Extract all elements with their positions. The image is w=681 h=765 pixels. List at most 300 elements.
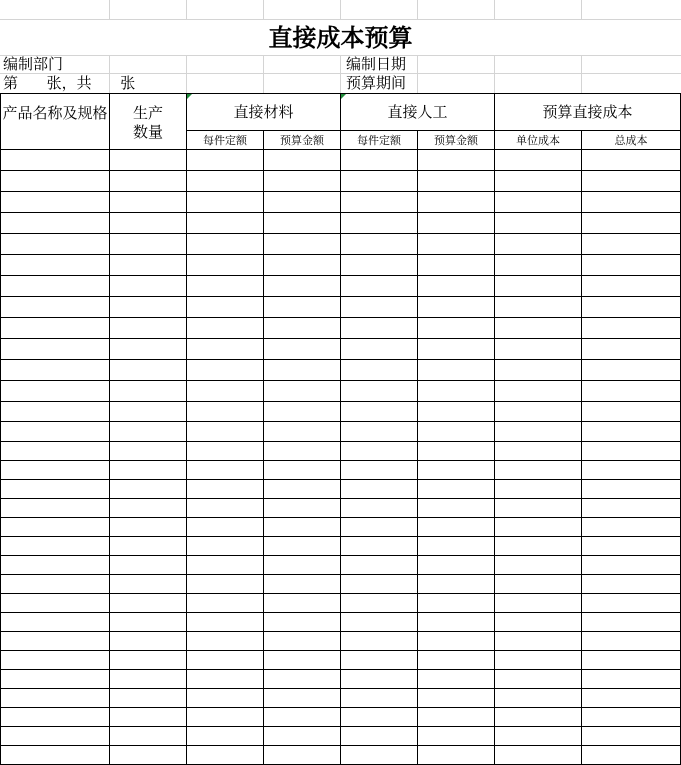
table-cell[interactable]: [582, 651, 681, 670]
table-cell[interactable]: [187, 518, 264, 537]
table-cell[interactable]: [1, 234, 110, 255]
table-cell[interactable]: [187, 318, 264, 339]
table-cell[interactable]: [495, 318, 582, 339]
table-cell[interactable]: [1, 318, 110, 339]
table-cell[interactable]: [187, 381, 264, 402]
table-cell[interactable]: [341, 402, 418, 422]
table-row: [1, 670, 681, 689]
table-cell[interactable]: [264, 381, 341, 402]
table-cell[interactable]: [264, 594, 341, 613]
table-cell[interactable]: [264, 213, 341, 234]
grid-line: [417, 55, 418, 93]
table-cell[interactable]: [418, 575, 495, 594]
table-cell[interactable]: [110, 213, 187, 234]
table-cell[interactable]: [495, 255, 582, 276]
table-cell[interactable]: [418, 381, 495, 402]
table-cell[interactable]: [110, 297, 187, 318]
table-cell[interactable]: [1, 518, 110, 537]
table-cell[interactable]: [418, 727, 495, 746]
table-cell[interactable]: [1, 727, 110, 746]
table-cell[interactable]: [495, 670, 582, 689]
table-row: [1, 381, 681, 402]
table-cell[interactable]: [110, 255, 187, 276]
table-cell[interactable]: [582, 255, 681, 276]
table-cell[interactable]: [187, 461, 264, 480]
table-cell[interactable]: [418, 670, 495, 689]
table-cell[interactable]: [418, 537, 495, 556]
table-cell[interactable]: [110, 670, 187, 689]
table-cell[interactable]: [495, 575, 582, 594]
table-cell[interactable]: [187, 575, 264, 594]
table-cell[interactable]: [418, 518, 495, 537]
table-cell[interactable]: [187, 632, 264, 651]
table-cell[interactable]: [187, 727, 264, 746]
table-cell[interactable]: [1, 150, 110, 171]
table-cell[interactable]: [582, 632, 681, 651]
grid-line: [340, 55, 341, 93]
header-material-per-unit: 每件定额: [187, 131, 264, 150]
table-cell[interactable]: [495, 402, 582, 422]
table-row: [1, 402, 681, 422]
table-cell[interactable]: [110, 150, 187, 171]
table-cell[interactable]: [1, 402, 110, 422]
table-cell[interactable]: [1, 339, 110, 360]
header-total-cost: 总成本: [582, 131, 681, 150]
table-cell[interactable]: [341, 381, 418, 402]
table-cell[interactable]: [1, 575, 110, 594]
table-cell[interactable]: [495, 594, 582, 613]
table-cell[interactable]: [264, 499, 341, 518]
table-cell[interactable]: [341, 422, 418, 442]
table-row: [1, 708, 681, 727]
table-cell[interactable]: [110, 632, 187, 651]
table-row: [1, 318, 681, 339]
table-cell[interactable]: [418, 708, 495, 727]
table-cell[interactable]: [110, 613, 187, 632]
table-cell[interactable]: [187, 150, 264, 171]
table-cell[interactable]: [418, 594, 495, 613]
table-cell[interactable]: [418, 360, 495, 381]
table-cell[interactable]: [341, 461, 418, 480]
table-cell[interactable]: [582, 339, 681, 360]
table-cell[interactable]: [495, 689, 582, 708]
table-cell[interactable]: [1, 556, 110, 575]
table-cell[interactable]: [1, 381, 110, 402]
table-cell[interactable]: [1, 594, 110, 613]
table-cell[interactable]: [110, 594, 187, 613]
page-title: 直接成本预算: [268, 23, 413, 52]
header-material: 直接材料: [187, 94, 341, 131]
grid-line: [581, 0, 582, 19]
table-cell[interactable]: [187, 442, 264, 461]
table-cell[interactable]: [110, 727, 187, 746]
table-cell[interactable]: [110, 518, 187, 537]
table-cell[interactable]: [495, 461, 582, 480]
table-cell[interactable]: [110, 381, 187, 402]
table-cell[interactable]: [495, 613, 582, 632]
dept-label: 编制部门: [3, 55, 64, 73]
sheet-count-label: 第 张，共 张: [3, 74, 136, 92]
table-cell[interactable]: [341, 689, 418, 708]
table-cell[interactable]: [187, 594, 264, 613]
table-row: [1, 480, 681, 499]
table-cell[interactable]: [187, 670, 264, 689]
table-row: [1, 422, 681, 442]
table-cell[interactable]: [187, 651, 264, 670]
comment-marker: [187, 94, 192, 99]
table-cell[interactable]: [187, 276, 264, 297]
table-cell[interactable]: [418, 422, 495, 442]
header-product: 产品名称及规格: [1, 94, 110, 150]
header-unit-cost: 单位成本: [495, 131, 582, 150]
table-cell[interactable]: [187, 171, 264, 192]
header-labor: 直接人工: [341, 94, 495, 131]
table-cell[interactable]: [341, 171, 418, 192]
table-cell[interactable]: [264, 727, 341, 746]
table-cell[interactable]: [495, 192, 582, 213]
grid-line: [417, 0, 418, 19]
table-cell[interactable]: [582, 537, 681, 556]
table-row: [1, 171, 681, 192]
table-cell[interactable]: [187, 480, 264, 499]
table-cell[interactable]: [418, 632, 495, 651]
table-cell[interactable]: [495, 708, 582, 727]
table-cell[interactable]: [582, 480, 681, 499]
table-cell[interactable]: [582, 422, 681, 442]
table-cell[interactable]: [341, 727, 418, 746]
table-cell[interactable]: [264, 255, 341, 276]
table-cell[interactable]: [495, 297, 582, 318]
table-cell[interactable]: [341, 556, 418, 575]
table-cell[interactable]: [418, 297, 495, 318]
grid-line: [186, 0, 187, 19]
table-row: [1, 461, 681, 480]
table-cell[interactable]: [110, 499, 187, 518]
table-cell[interactable]: [110, 461, 187, 480]
date-label: 编制日期: [346, 55, 407, 73]
table-cell[interactable]: [582, 381, 681, 402]
table-cell[interactable]: [341, 651, 418, 670]
table-row: [1, 297, 681, 318]
table-cell[interactable]: [187, 402, 264, 422]
table-cell[interactable]: [264, 689, 341, 708]
table-cell[interactable]: [341, 318, 418, 339]
table-cell[interactable]: [264, 297, 341, 318]
table-cell[interactable]: [1, 213, 110, 234]
table-cell[interactable]: [582, 613, 681, 632]
table-cell[interactable]: [341, 670, 418, 689]
table-cell[interactable]: [1, 422, 110, 442]
table-cell[interactable]: [264, 442, 341, 461]
table-cell[interactable]: [264, 276, 341, 297]
table-row: [1, 150, 681, 171]
table-cell[interactable]: [341, 150, 418, 171]
table-cell[interactable]: [418, 150, 495, 171]
table-cell[interactable]: [1, 297, 110, 318]
table-cell[interactable]: [187, 192, 264, 213]
table-cell[interactable]: [582, 575, 681, 594]
table-cell[interactable]: [110, 339, 187, 360]
table-row: [1, 727, 681, 746]
table-cell[interactable]: [341, 360, 418, 381]
table-row: [1, 613, 681, 632]
table-cell[interactable]: [187, 556, 264, 575]
table-cell[interactable]: [187, 213, 264, 234]
table-cell[interactable]: [341, 613, 418, 632]
table-cell[interactable]: [264, 518, 341, 537]
table-cell[interactable]: [341, 234, 418, 255]
table-cell[interactable]: [418, 461, 495, 480]
table-cell[interactable]: [582, 556, 681, 575]
table-cell[interactable]: [187, 708, 264, 727]
table-cell[interactable]: [582, 150, 681, 171]
table-row: [1, 442, 681, 461]
table-cell[interactable]: [110, 422, 187, 442]
table-cell[interactable]: [110, 192, 187, 213]
table-row: [1, 360, 681, 381]
grid-line: [340, 0, 341, 19]
table-cell[interactable]: [110, 651, 187, 670]
table-cell[interactable]: [418, 234, 495, 255]
table-cell[interactable]: [582, 402, 681, 422]
table-row: [1, 276, 681, 297]
table-cell[interactable]: [1, 499, 110, 518]
table-cell[interactable]: [110, 556, 187, 575]
table-cell[interactable]: [495, 727, 582, 746]
table-cell[interactable]: [495, 234, 582, 255]
table-cell[interactable]: [418, 651, 495, 670]
header-material-amount: 预算金额: [264, 131, 341, 150]
table-cell[interactable]: [110, 402, 187, 422]
table-cell[interactable]: [187, 360, 264, 381]
table-cell[interactable]: [582, 594, 681, 613]
grid-line: [186, 55, 187, 93]
table-cell[interactable]: [495, 339, 582, 360]
table-cell[interactable]: [1, 537, 110, 556]
table-cell[interactable]: [495, 499, 582, 518]
table-cell[interactable]: [264, 171, 341, 192]
comment-marker: [341, 94, 346, 99]
table-row: [1, 518, 681, 537]
table-cell[interactable]: [1, 360, 110, 381]
table-cell[interactable]: [495, 442, 582, 461]
table-cell[interactable]: [418, 192, 495, 213]
table-cell[interactable]: [264, 402, 341, 422]
table-cell[interactable]: [110, 480, 187, 499]
table-cell[interactable]: [582, 234, 681, 255]
table-cell[interactable]: [264, 339, 341, 360]
table-cell[interactable]: [187, 297, 264, 318]
table-cell[interactable]: [264, 461, 341, 480]
grid-line: [109, 0, 110, 19]
table-cell[interactable]: [264, 651, 341, 670]
table-cell[interactable]: [187, 339, 264, 360]
table-cell[interactable]: [582, 360, 681, 381]
table-cell[interactable]: [582, 689, 681, 708]
table-cell[interactable]: [264, 575, 341, 594]
table-cell[interactable]: [341, 339, 418, 360]
table-cell[interactable]: [418, 171, 495, 192]
table-cell[interactable]: [264, 192, 341, 213]
table-cell[interactable]: [1, 632, 110, 651]
grid-line: [263, 55, 264, 93]
table-row: [1, 651, 681, 670]
table-cell[interactable]: [582, 499, 681, 518]
table-cell[interactable]: [341, 537, 418, 556]
table-cell[interactable]: [187, 613, 264, 632]
table-cell[interactable]: [495, 651, 582, 670]
table-row: [1, 689, 681, 708]
table-cell[interactable]: [582, 213, 681, 234]
table-cell[interactable]: [187, 537, 264, 556]
table-cell[interactable]: [341, 255, 418, 276]
grid-line: [494, 55, 495, 93]
table-cell[interactable]: [495, 276, 582, 297]
table-cell[interactable]: [1, 276, 110, 297]
table-cell[interactable]: [1, 651, 110, 670]
table-cell[interactable]: [1, 480, 110, 499]
table-cell[interactable]: [418, 339, 495, 360]
table-cell[interactable]: [341, 297, 418, 318]
table-cell[interactable]: [110, 575, 187, 594]
table-cell[interactable]: [264, 537, 341, 556]
table-row: [1, 339, 681, 360]
table-cell[interactable]: [418, 480, 495, 499]
table-cell[interactable]: [1, 708, 110, 727]
table-cell[interactable]: [341, 276, 418, 297]
table-cell[interactable]: [418, 556, 495, 575]
table-cell[interactable]: [418, 689, 495, 708]
table-cell[interactable]: [1, 192, 110, 213]
period-label: 预算期间: [346, 74, 407, 92]
table-cell[interactable]: [187, 422, 264, 442]
table-cell[interactable]: [1, 670, 110, 689]
table-row: [1, 594, 681, 613]
table-cell[interactable]: [264, 234, 341, 255]
table-cell[interactable]: [110, 360, 187, 381]
table-cell[interactable]: [341, 518, 418, 537]
table-cell[interactable]: [187, 255, 264, 276]
table-row: [1, 192, 681, 213]
table-cell[interactable]: [264, 150, 341, 171]
table-row: [1, 556, 681, 575]
table-cell[interactable]: [418, 276, 495, 297]
table-cell[interactable]: [110, 442, 187, 461]
table-cell[interactable]: [495, 171, 582, 192]
table-cell[interactable]: [110, 234, 187, 255]
table-cell[interactable]: [418, 318, 495, 339]
table-cell[interactable]: [341, 575, 418, 594]
table-cell[interactable]: [582, 171, 681, 192]
table-cell[interactable]: [341, 708, 418, 727]
grid-line: [263, 0, 264, 19]
table-cell[interactable]: [110, 171, 187, 192]
table-cell[interactable]: [110, 708, 187, 727]
table-cell[interactable]: [582, 192, 681, 213]
table-row: [1, 537, 681, 556]
table-row: [1, 499, 681, 518]
table-cell[interactable]: [582, 276, 681, 297]
table-cell[interactable]: [1, 255, 110, 276]
table-cell[interactable]: [110, 318, 187, 339]
table-cell[interactable]: [495, 422, 582, 442]
table-cell[interactable]: [582, 297, 681, 318]
table-cell[interactable]: [495, 213, 582, 234]
table-cell[interactable]: [418, 442, 495, 461]
table-cell[interactable]: [1, 689, 110, 708]
table-cell[interactable]: [495, 632, 582, 651]
header-cost: 预算直接成本: [495, 94, 681, 131]
table-cell[interactable]: [264, 480, 341, 499]
table-cell[interactable]: [264, 632, 341, 651]
table-cell[interactable]: [418, 213, 495, 234]
header-quantity: 生产数量: [110, 94, 187, 150]
table-cell[interactable]: [418, 255, 495, 276]
table-cell[interactable]: [264, 360, 341, 381]
cost-budget-table: [0, 93, 681, 765]
table-cell[interactable]: [1, 613, 110, 632]
table-cell[interactable]: [341, 632, 418, 651]
table-cell[interactable]: [495, 381, 582, 402]
table-cell[interactable]: [495, 537, 582, 556]
table-cell[interactable]: [110, 276, 187, 297]
table-cell[interactable]: [495, 518, 582, 537]
table-cell[interactable]: [495, 360, 582, 381]
table-cell[interactable]: [1, 461, 110, 480]
table-cell[interactable]: [187, 234, 264, 255]
table-cell[interactable]: [582, 318, 681, 339]
table-cell[interactable]: [1, 171, 110, 192]
table-cell[interactable]: [418, 499, 495, 518]
table-cell[interactable]: [110, 537, 187, 556]
grid-line: [581, 55, 582, 93]
table-cell[interactable]: [341, 499, 418, 518]
table-cell[interactable]: [495, 556, 582, 575]
table-cell[interactable]: [264, 556, 341, 575]
table-cell[interactable]: [418, 402, 495, 422]
table-cell[interactable]: [341, 480, 418, 499]
table-cell[interactable]: [341, 442, 418, 461]
table-row: [1, 213, 681, 234]
table-cell[interactable]: [264, 708, 341, 727]
table-cell[interactable]: [187, 689, 264, 708]
table-row: [1, 575, 681, 594]
table-cell[interactable]: [418, 613, 495, 632]
table-cell[interactable]: [495, 480, 582, 499]
table-cell[interactable]: [582, 461, 681, 480]
table-cell[interactable]: [341, 594, 418, 613]
header-labor-amount: 预算金额: [418, 131, 495, 150]
table-cell[interactable]: [264, 422, 341, 442]
table-cell[interactable]: [187, 499, 264, 518]
table-cell[interactable]: [110, 689, 187, 708]
table-cell[interactable]: [582, 670, 681, 689]
grid-line: [494, 0, 495, 19]
table-row: [1, 234, 681, 255]
table-cell[interactable]: [1, 442, 110, 461]
table-cell[interactable]: [582, 518, 681, 537]
table-cell[interactable]: [582, 442, 681, 461]
table-cell[interactable]: [341, 213, 418, 234]
table-cell[interactable]: [582, 708, 681, 727]
table-row: [1, 632, 681, 651]
table-cell[interactable]: [582, 727, 681, 746]
table-cell[interactable]: [264, 613, 341, 632]
table-cell[interactable]: [264, 670, 341, 689]
table-cell[interactable]: [264, 318, 341, 339]
table-cell[interactable]: [495, 150, 582, 171]
table-cell[interactable]: [341, 192, 418, 213]
